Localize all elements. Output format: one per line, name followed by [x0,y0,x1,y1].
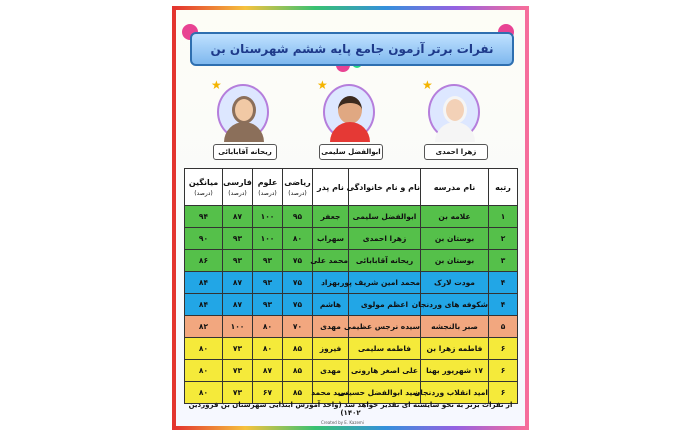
page-title: نفرات برتر آزمون جامع پایه ششم شهرستان بن [210,42,494,56]
cell-math: ۸۵ [283,360,313,382]
table-row [185,316,518,338]
cell-rank: ۴ [489,272,518,294]
header-unit: (درصد) [258,189,277,197]
results-poster [172,6,529,430]
cell-father: سید محمد [313,382,349,404]
header-unit: (درصد) [228,189,247,197]
header-persian [223,169,253,206]
header-average [185,169,223,206]
student-name-tag: زهرا احمدی [424,144,488,160]
cell-science: ۸۰ [253,338,283,360]
cell-father: فیروز [313,338,349,360]
cell-average: ۸۴ [185,272,223,294]
footer-note: از نفرات برتر به نحو شایسته ای تقدیر خواهد شد (واحد آموزش ابتدایی شهرستان بن فروردین ۱۴۰۲) [188,401,513,417]
cell-persian: ۹۳ [223,250,253,272]
cell-persian: ۹۳ [223,228,253,250]
title-banner [190,32,514,66]
student-photo [428,84,480,140]
student-face [232,96,256,124]
cell-rank: ۴ [489,294,518,316]
cell-science: ۸۷ [253,360,283,382]
cell-name: فاطمه سلیمی [349,338,421,360]
cell-father: محمد علی [313,250,349,272]
student-name-tag: ریحانه آقابابائی [213,144,277,160]
top-students-photos [176,78,525,164]
header-school: نام مدرسه [421,169,489,206]
student-name-tag: ابوالفضل سلیمی [319,144,383,160]
student-body [224,122,264,142]
cell-name: زهرا احمدی [349,228,421,250]
table-header-row [185,169,518,206]
cell-math: ۹۵ [283,206,313,228]
header-math [283,169,313,206]
student-body [435,122,475,142]
cell-father: سهراب [313,228,349,250]
results-table [184,168,518,404]
table-row [185,338,518,360]
cell-school: فاطمه زهرا بن [421,338,489,360]
cell-rank: ۶ [489,360,518,382]
cell-rank: ۲ [489,228,518,250]
cell-average: ۸۰ [185,382,223,404]
cell-rank: ۵ [489,316,518,338]
student-body [330,122,370,142]
cell-science: ۹۳ [253,272,283,294]
cell-father: مهدی [313,316,349,338]
star-icon: ★ [211,78,222,92]
student-photo [217,84,269,140]
star-icon: ★ [422,78,433,92]
header-unit: (درصد) [288,189,307,197]
cell-persian: ۸۷ [223,206,253,228]
cell-rank: ۶ [489,338,518,360]
cell-school: علامه بن [421,206,489,228]
cell-name: ریحانه آقابابائی [349,250,421,272]
cell-rank: ۱ [489,206,518,228]
cell-math: ۷۵ [283,250,313,272]
cell-science: ۱۰۰ [253,206,283,228]
cell-math: ۷۵ [283,294,313,316]
cell-rank: ۶ [489,382,518,404]
cell-school: بوستان بن [421,250,489,272]
student-face [338,96,362,124]
cell-science: ۱۰۰ [253,228,283,250]
cell-average: ۹۴ [185,206,223,228]
cell-name: ابوالفضل سلیمی [349,206,421,228]
cell-science: ۶۷ [253,382,283,404]
photo-card-third [211,78,277,164]
cell-father: جعفر [313,206,349,228]
cell-persian: ۸۷ [223,272,253,294]
results-table-body [185,206,518,404]
cell-math: ۷۵ [283,272,313,294]
header-fullname: نام و نام خانوادگی [349,169,421,206]
cell-math: ۸۵ [283,382,313,404]
header-unit: (درصد) [194,189,213,197]
cell-science: ۹۳ [253,294,283,316]
results-table-wrapper [184,168,517,404]
header-persian-label: فارسی [223,177,252,187]
cell-rank: ۳ [489,250,518,272]
student-face [443,96,467,124]
table-row [185,272,518,294]
star-icon: ★ [317,78,328,92]
cell-father: بهزاد [313,272,349,294]
header-father: نام پدر [313,169,349,206]
cell-persian: ۸۷ [223,294,253,316]
credit-text: Created by E. Kazemi [321,420,364,425]
student-photo [323,84,375,140]
cell-school: شکوفه های وردنجان [421,294,489,316]
cell-average: ۸۶ [185,250,223,272]
header-science [253,169,283,206]
table-row [185,228,518,250]
cell-name: سیده نرجس عظیمی [349,316,421,338]
cell-school: بوستان بن [421,228,489,250]
cell-persian: ۱۰۰ [223,316,253,338]
cell-name: علی اصغر هارونی [349,360,421,382]
cell-math: ۷۰ [283,316,313,338]
table-row [185,250,518,272]
header-average-label: میانگین [188,177,219,187]
header-science-label: علوم [257,177,278,187]
table-row [185,360,518,382]
cell-name: سید ابوالفضل حسینی [349,382,421,404]
cell-persian: ۷۳ [223,382,253,404]
cell-name: محمد امین شریف پور [349,272,421,294]
photo-card-second [422,78,488,164]
cell-math: ۸۰ [283,228,313,250]
cell-average: ۹۰ [185,228,223,250]
cell-father: مهدی [313,360,349,382]
cell-science: ۹۳ [253,250,283,272]
cell-average: ۸۴ [185,294,223,316]
cell-average: ۸۰ [185,360,223,382]
cell-name: اعظم مولوی [349,294,421,316]
header-math-label: ریاضی [284,177,311,187]
cell-average: ۸۲ [185,316,223,338]
photo-card-first [317,78,383,164]
cell-school: مودت لارک [421,272,489,294]
cell-school: ۱۷ شهریور بهنا [421,360,489,382]
cell-father: هاشم [313,294,349,316]
cell-persian: ۷۳ [223,360,253,382]
header-rank: رتبه [489,169,518,206]
cell-average: ۸۰ [185,338,223,360]
cell-persian: ۷۳ [223,338,253,360]
cell-math: ۸۵ [283,338,313,360]
table-row [185,206,518,228]
cell-science: ۸۰ [253,316,283,338]
table-row [185,294,518,316]
cell-school: صبر بالنجشه [421,316,489,338]
cell-school: امید انقلاب وردنجان [421,382,489,404]
